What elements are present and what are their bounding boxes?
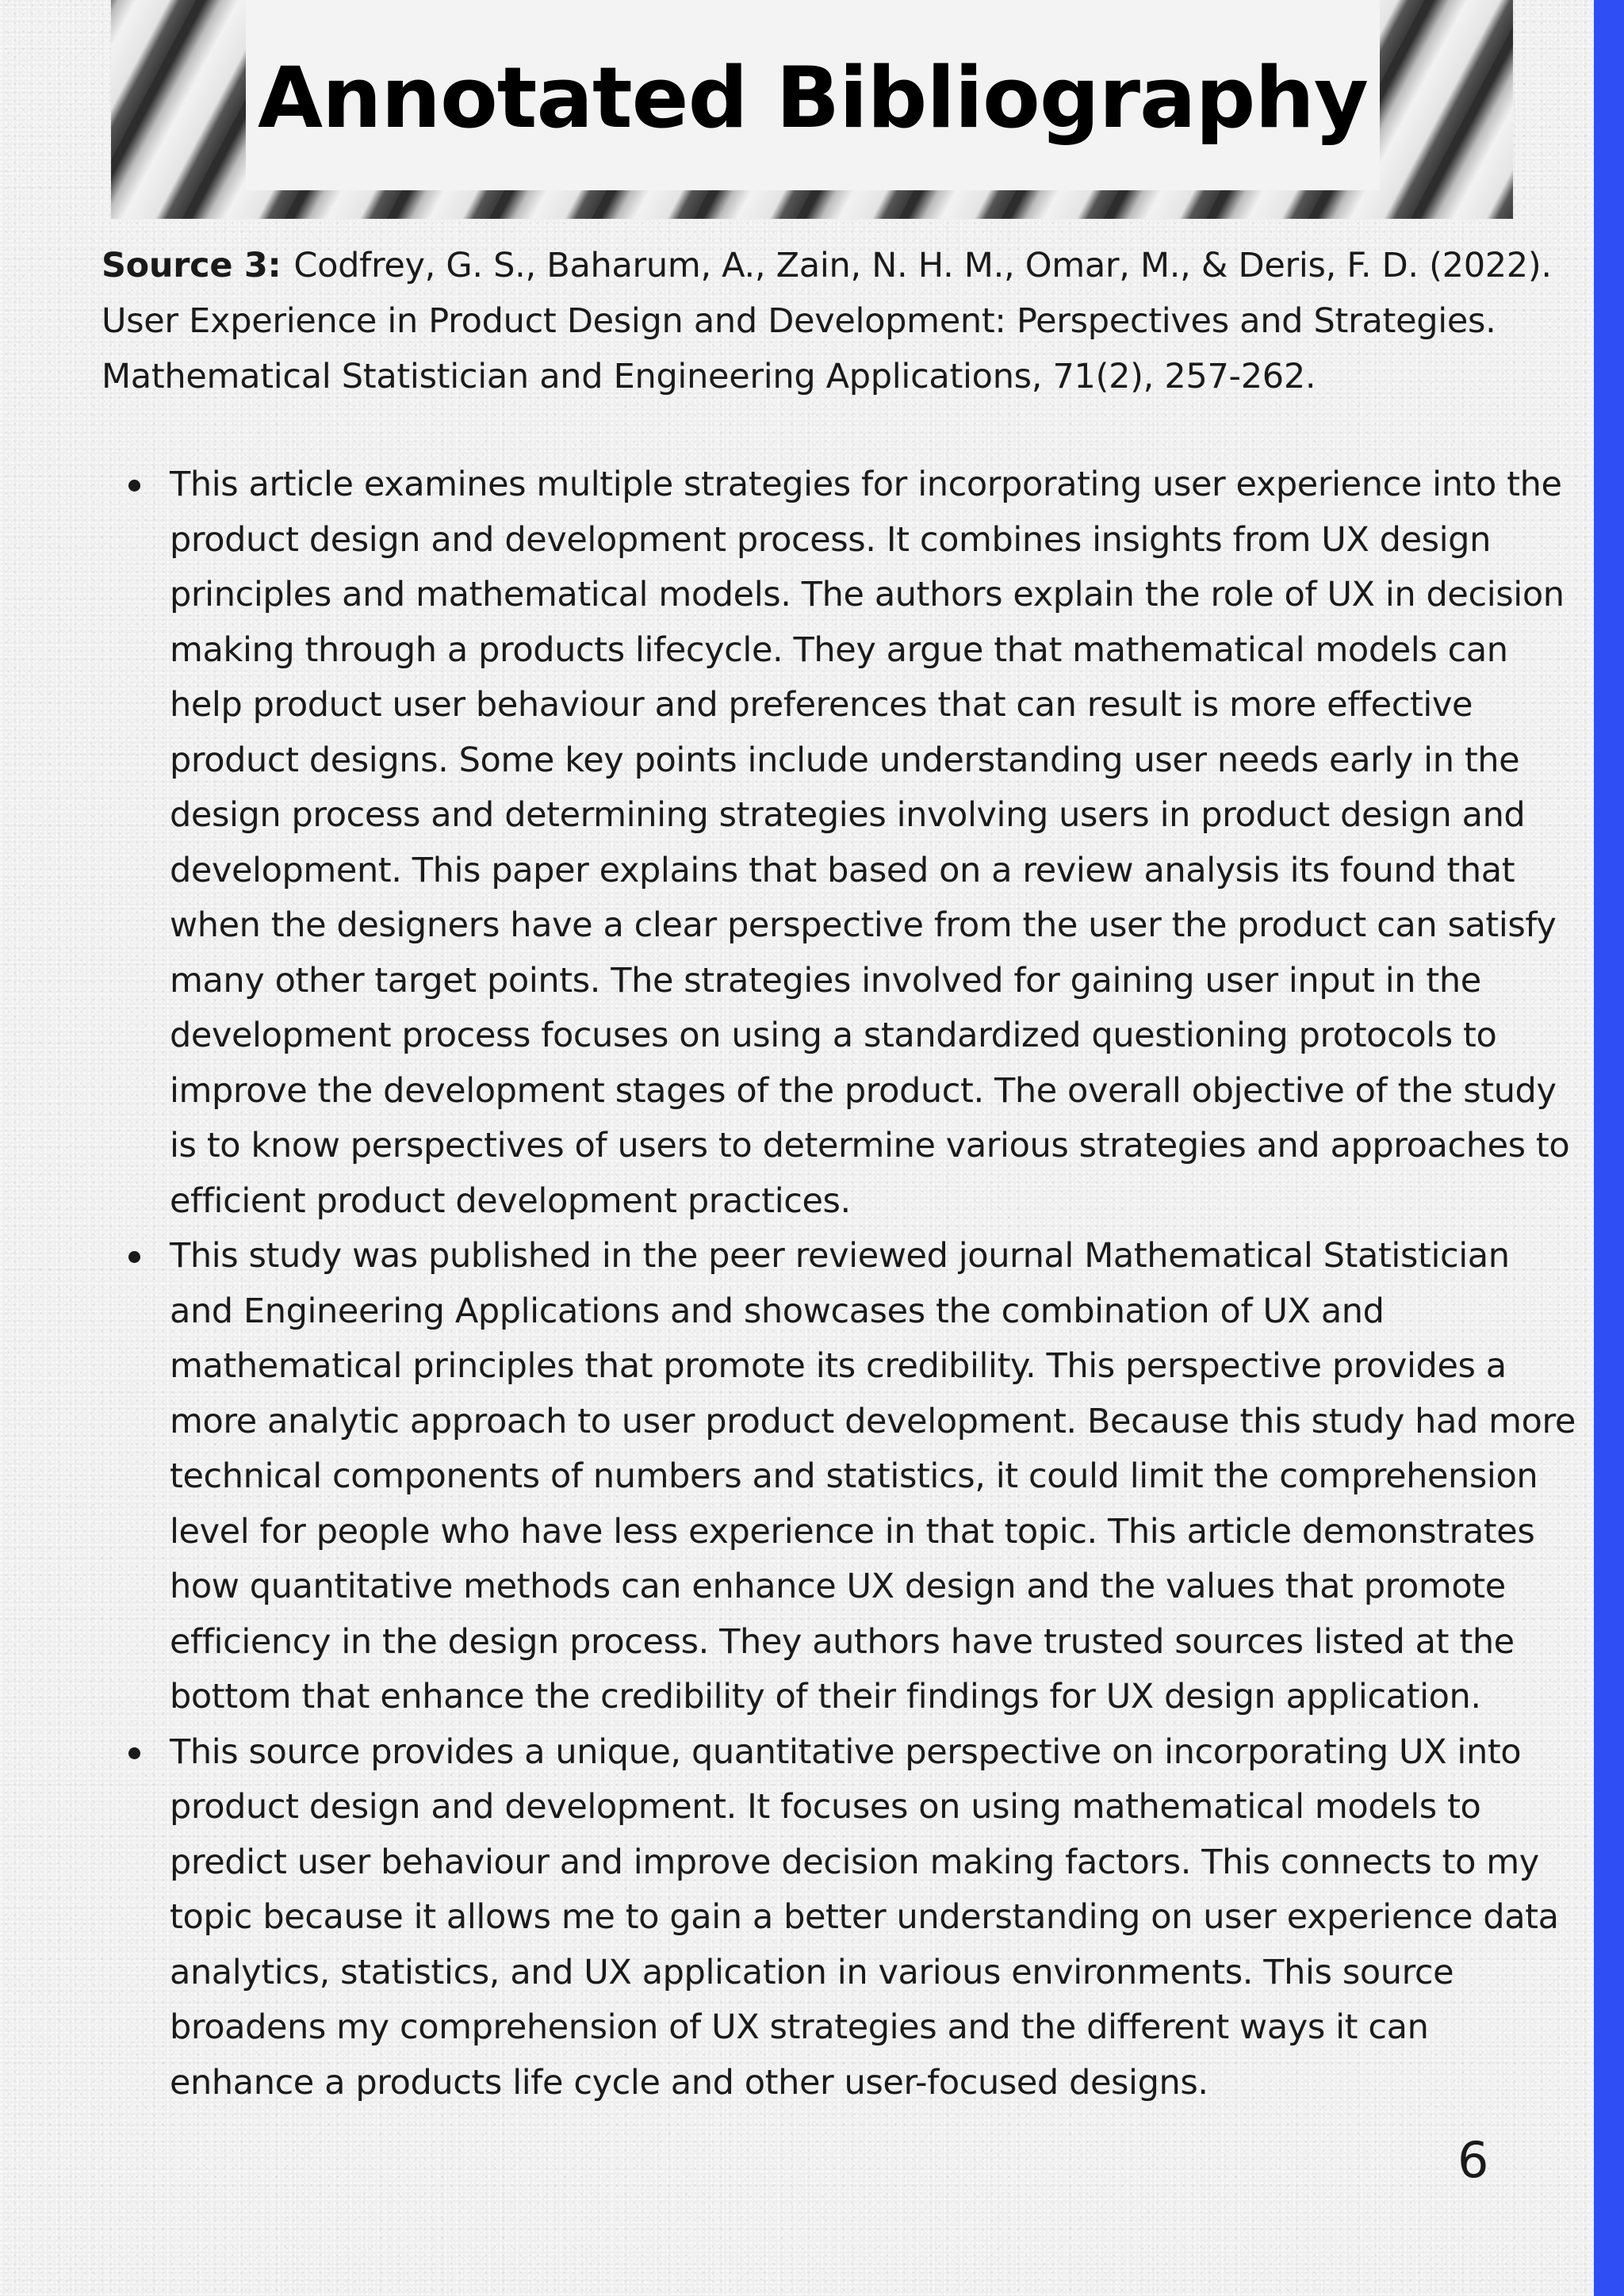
accent-bar <box>1594 0 1624 2296</box>
citation <box>102 238 1568 404</box>
header-banner <box>111 0 1513 219</box>
source-label: Source 3: <box>102 246 282 285</box>
title-box <box>246 0 1380 190</box>
bullet-icon <box>128 1251 140 1263</box>
annotation-text: This source provides a unique, quantitative perspective on incorporating UX into product design and development. It focuses on using mathematical models to predict user behaviour and improve decision making factors. This connects to my topic because it allows me to gain a better understanding on user experience data analytics, statistics, and UX application in various environments. This source broadens my comprehension of UX strategies and the different ways it can enhance a products life cycle and other user-focused designs. <box>170 1732 1559 2103</box>
page-title: Annotated Bibliography <box>258 48 1368 147</box>
annotation-item <box>102 457 1576 1229</box>
annotation-list <box>102 457 1576 2110</box>
annotation-text: This article examines multiple strategies for incorporating user experience into the product design and development process. It combines insights from UX design principles and mathematical models. The authors explain the role of UX in decision making through a products lifecycle. They argue that mathematical models can help product user behaviour and preferences that can result is more effective product designs. Some key points include understanding user needs early in the design process and determining strategies involving users in product design and development. This paper explains that based on a review analysis its found that when the designers have a clear perspective from the user the product can satisfy many other target points. The strategies involved for gaining user input in the development process focuses on using a standardized questioning protocols to improve the development stages of the product. The overall objective of the study is to know perspectives of users to determine various strategies and approaches to efficient product development practices. <box>170 465 1570 1221</box>
annotation-item <box>102 1725 1576 2111</box>
bullet-icon <box>128 480 140 492</box>
citation-text: Codfrey, G. S., Baharum, A., Zain, N. H. M., Omar, M., & Deris, F. D. (2022). User Experience in Product Design and Development: Perspectives and Strategies. Mathematical Statistician and Engineering Applications, 71(2), 257-262. <box>102 246 1552 396</box>
annotation-item <box>102 1229 1576 1725</box>
bullet-icon <box>128 1747 140 1759</box>
annotation-text: This study was published in the peer reviewed journal Mathematical Statistician and Engineering Applications and showcases the combination of UX and mathematical principles that promote its credibility. This perspective provides a more analytic approach to user product development. Because this study had more technical components of numbers and statistics, it could limit the comprehension level for people who have less experience in that topic. This article demonstrates how quantitative methods can enhance UX design and the values that promote efficiency in the design process. They authors have trusted sources listed at the bottom that enhance the credibility of their findings for UX design application. <box>170 1236 1576 1716</box>
page-number: 6 <box>1457 2131 1489 2189</box>
